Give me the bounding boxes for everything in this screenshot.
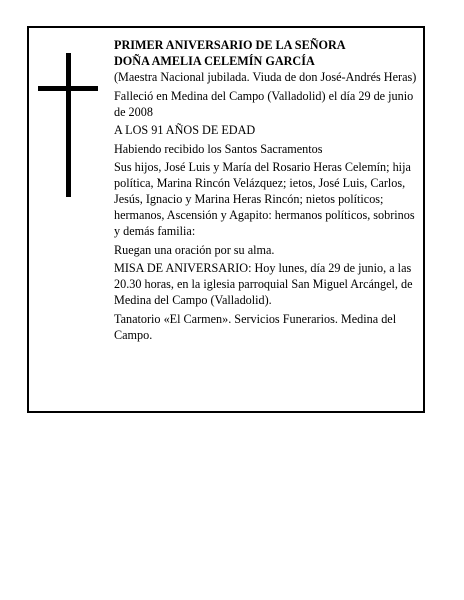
sacraments-line: Habiendo recibido los Santos Sacramentos (114, 141, 323, 156)
age-line: A LOS 91 AÑOS DE EDAD (114, 123, 256, 137)
death-info: Falleció en Medina del Campo (Valladolid) el día 29 de junio de 2008 (114, 88, 414, 119)
cross-icon (38, 53, 98, 197)
funeral-home: Tanatorio «El Carmen». Servicios Funerarios. Medina del Campo. (114, 311, 397, 342)
notice-title-line-2: DOÑA AMELIA CELEMÍN GARCÍA (114, 54, 315, 68)
cross-vertical-bar (66, 53, 71, 197)
notice-title-line-1: PRIMER ANIVERSARIO DE LA SEÑORA (114, 38, 346, 52)
prayer-request: Ruegan una oración por su alma. (114, 242, 275, 257)
obituary-text (114, 37, 423, 345)
family-paragraph: Sus hijos, José Luis y María del Rosario Heras Celemín; hija política, Marina Rincón Velázquez; ietos, José Luis, Carlos, Jesús, Ignacio y Marina Heras Rincón; nietos políticos; hermanos, Ascensión y Agapito: hermanos políticos, sobrinos y demás familia: (114, 160, 415, 238)
notice-subtitle: (Maestra Nacional jubilada. Viuda de don José-Andrés Heras) (114, 70, 417, 84)
cross-horizontal-bar (38, 86, 98, 91)
anniversary-mass: MISA DE ANIVERSARIO: Hoy lunes, día 29 de junio, a las 20.30 horas, en la iglesia parroquial San Miguel Arcángel, de Medina del Campo (Valladolid). (114, 261, 413, 307)
